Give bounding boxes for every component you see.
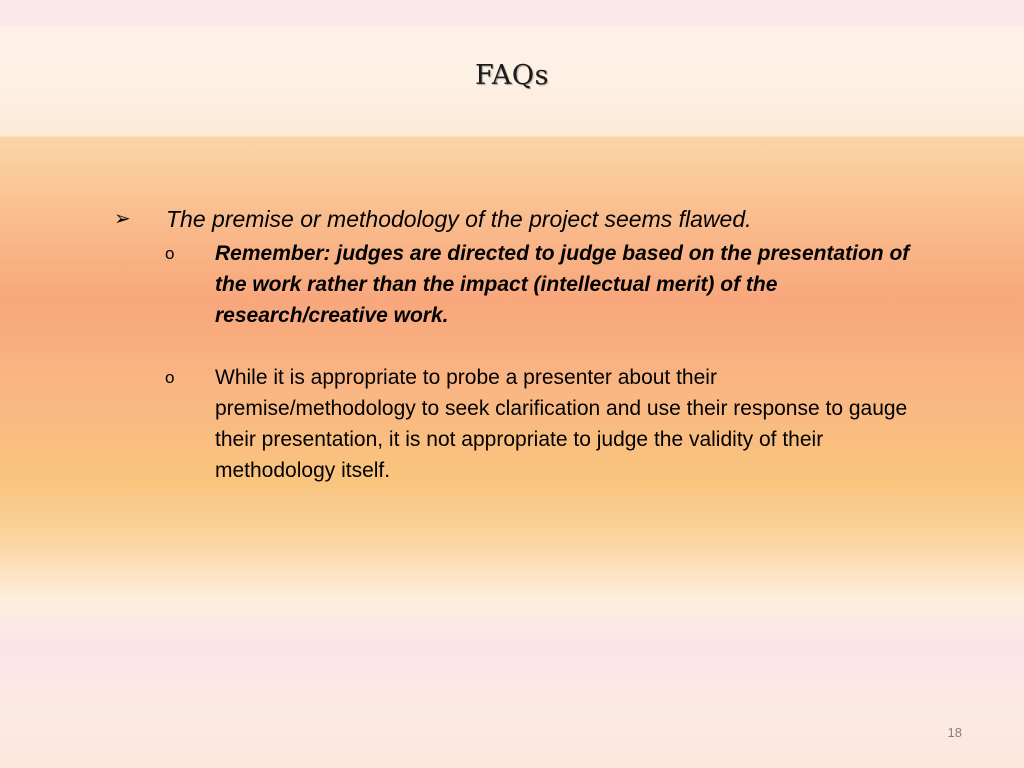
circle-bullet-icon: o [165, 244, 175, 263]
arrow-bullet-icon: ➢ [114, 208, 131, 230]
circle-bullet-icon: o [165, 368, 175, 387]
sub-bullet-remember [165, 238, 912, 331]
bullet-item-premise [112, 203, 912, 235]
slide-content [112, 203, 912, 486]
sub-bullet-text: Remember: judges are directed to judge based on the presentation of the work rather than the impact (intellectual merit) of the research/creative work. [215, 242, 910, 327]
sub-bullet-probe [165, 362, 912, 486]
bullet-text: The premise or methodology of the project seems flawed. [166, 206, 752, 232]
slide-title: FAQs [475, 60, 549, 91]
slide-number: 18 [947, 725, 962, 740]
sub-bullet-text: While it is appropriate to probe a presenter about their premise/methodology to seek clarification and use their response to gauge their presentation, it is not appropriate to judge the validity of their methodology itself. [215, 366, 908, 482]
